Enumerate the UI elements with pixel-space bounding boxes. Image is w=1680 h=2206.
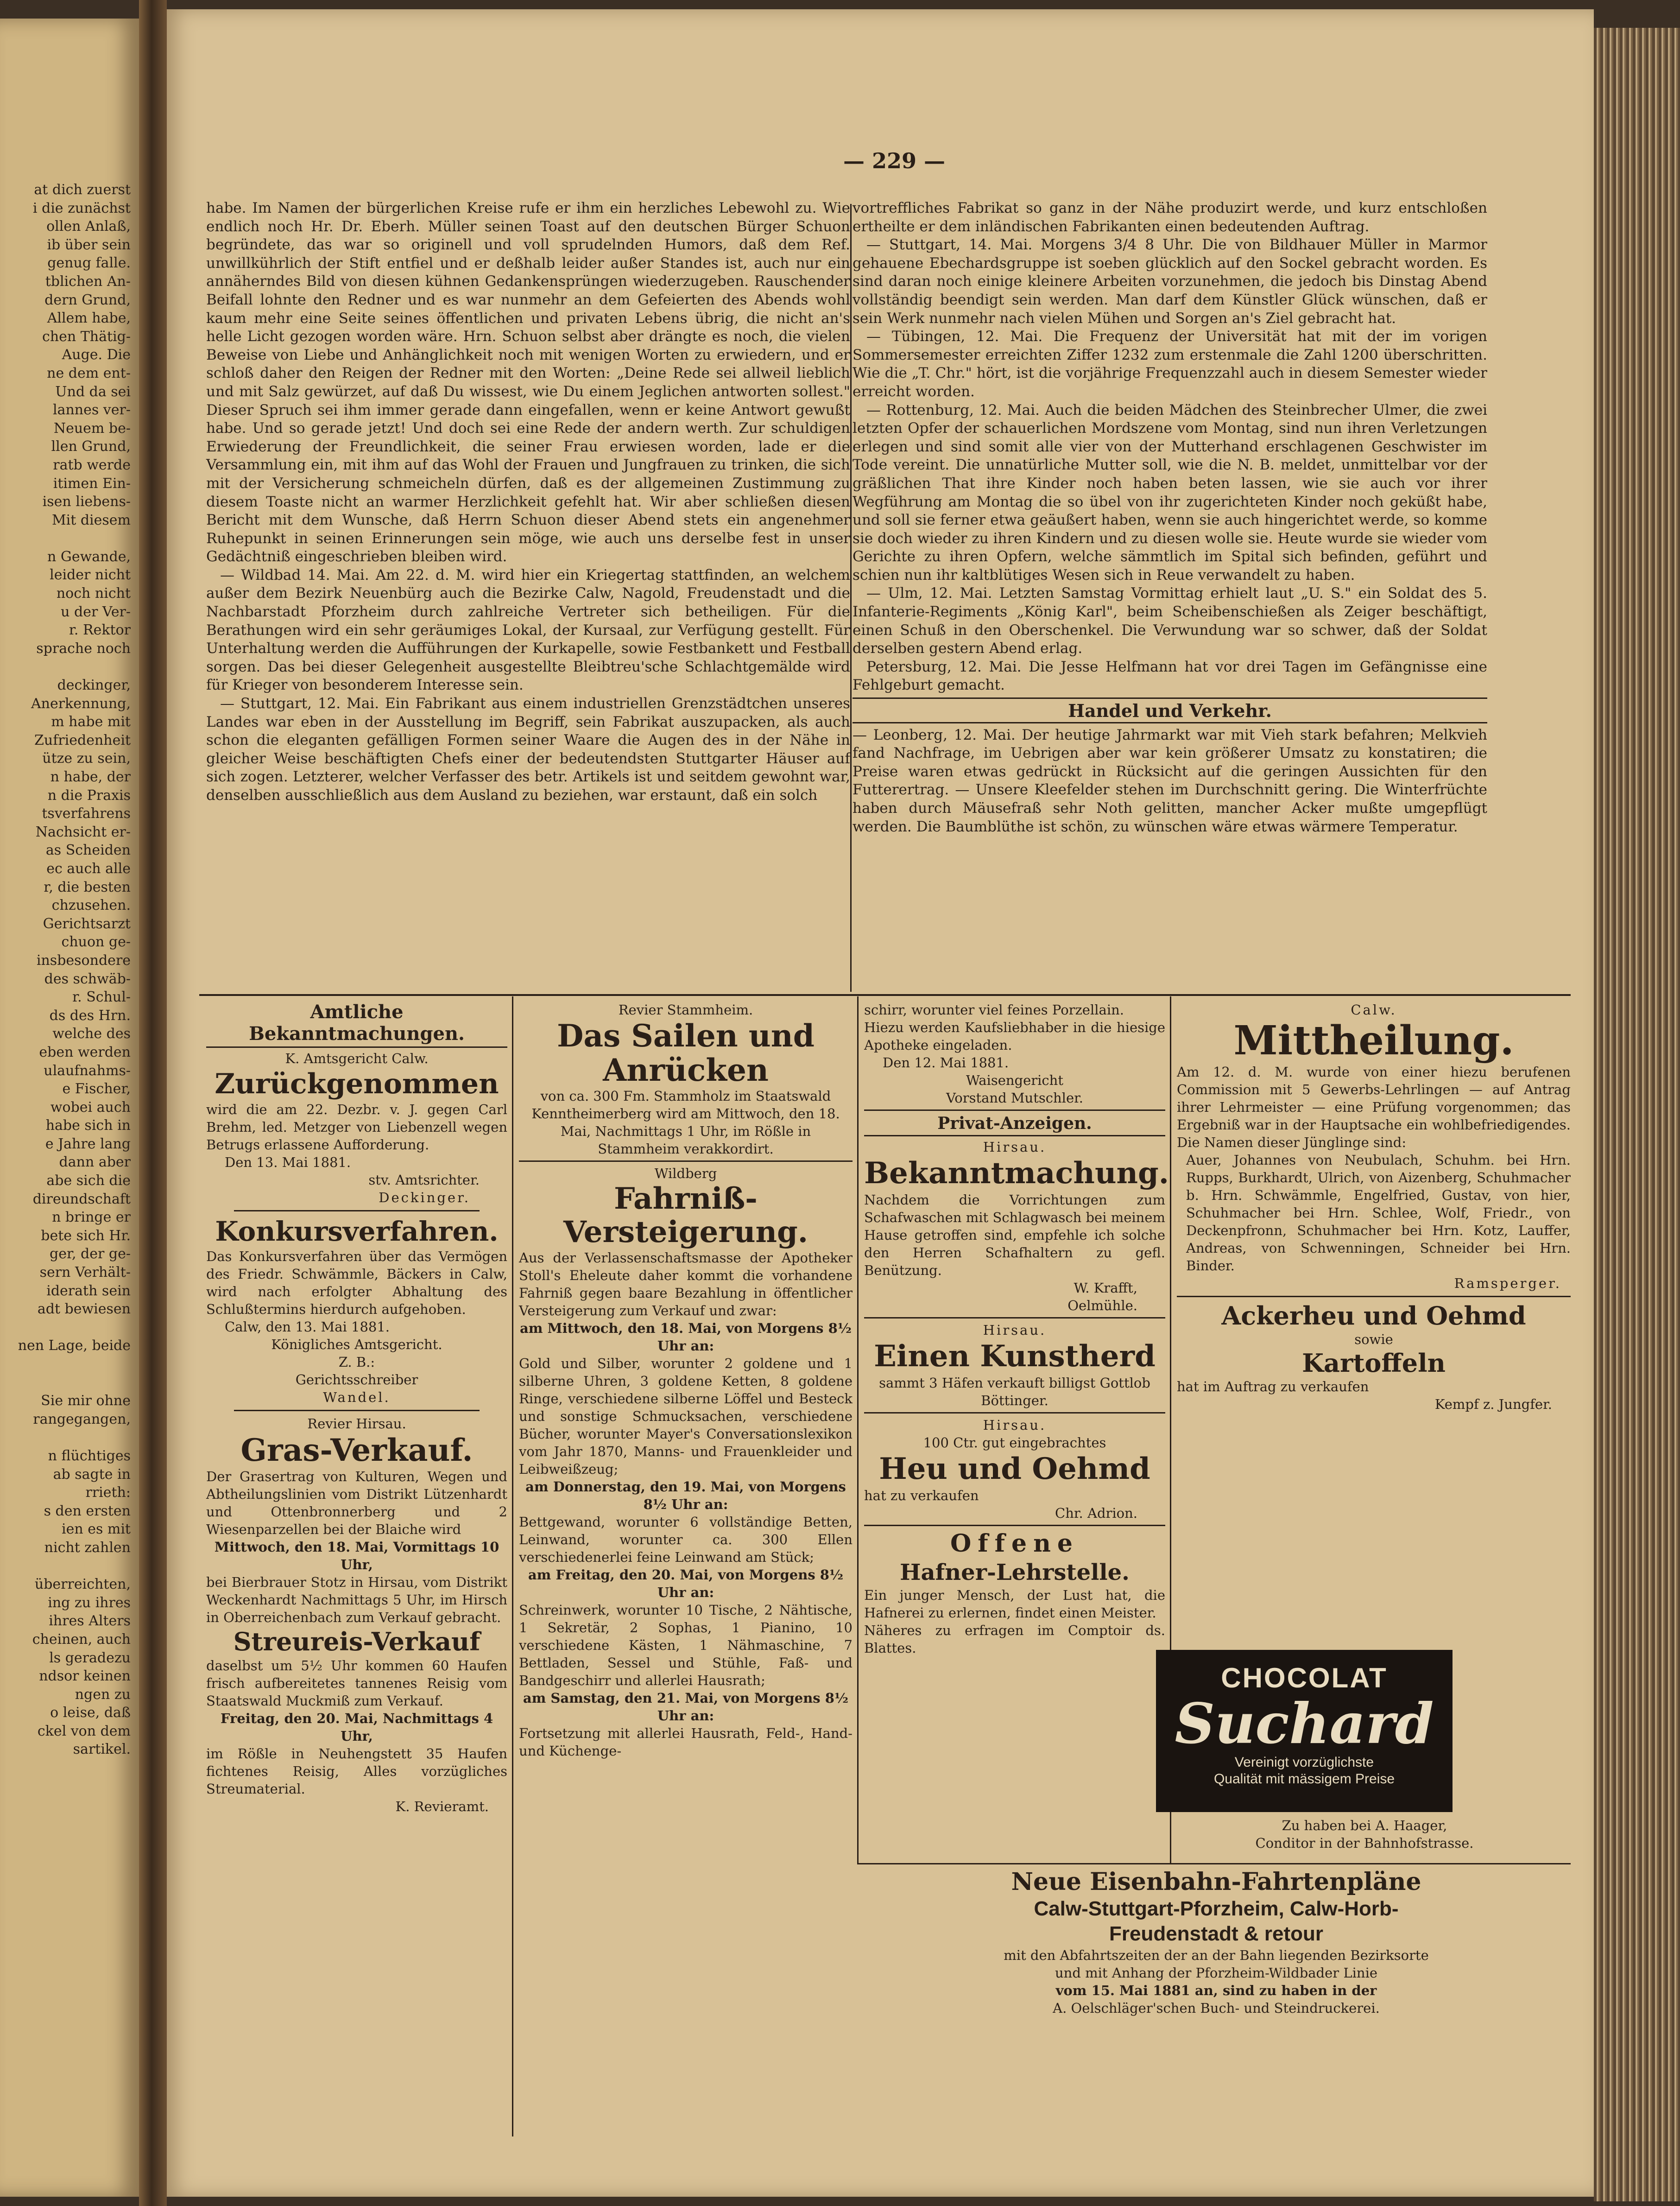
konkurs-sign3: Gerichtsschreiber xyxy=(295,1372,418,1388)
newspaper-page xyxy=(167,9,1594,2197)
left-page-line: m habe mit xyxy=(51,714,131,730)
left-page-line: e Fischer, xyxy=(62,1081,131,1097)
wildberg-label: Wildberg xyxy=(654,1166,717,1181)
left-page-line: Allem habe, xyxy=(47,310,131,327)
konkurs-sign1: Königliches Amtsgericht. xyxy=(271,1337,442,1352)
fahrnis-invite: Hiezu werden Kaufsliebhaber in die hiesige Apotheke eingeladen. xyxy=(864,1020,1165,1053)
left-page-line: ollen Anlaß, xyxy=(46,218,131,235)
ad-rule xyxy=(864,1317,1165,1319)
left-page-line: adt bewiesen xyxy=(37,1301,131,1318)
acker-sowie: sowie xyxy=(1354,1331,1393,1347)
left-page-line: Gerichtsarzt xyxy=(43,915,131,932)
left-page-line: chzusehen. xyxy=(51,897,131,914)
left-page-line: n flüchtiges xyxy=(48,1447,131,1464)
left-page-line: llen Grund, xyxy=(51,438,131,455)
konkurs-date: Calw, den 13. Mai 1881. xyxy=(225,1319,390,1335)
left-page-line: überreichten, xyxy=(34,1576,131,1593)
amtsgericht-label: K. Amtsgericht Calw. xyxy=(285,1051,429,1066)
fahrnis-items4: Fortsetzung mit allerlei Hausrath, Feld-, Hand- und Küchenge- xyxy=(519,1725,853,1759)
left-page-line xyxy=(0,1557,139,1576)
ad-rule xyxy=(519,1160,853,1162)
left-page-line: ls geradezu xyxy=(49,1649,131,1666)
left-page-line: n bringe er xyxy=(52,1209,131,1226)
article-fabrikat: vortreffliches Fabrikat so ganz in der Nähe produzirt werde, und kurz entschloßen ertheilte er dem inländischen Fabrikanten einen bedeutenden Auftrag. xyxy=(853,200,1487,235)
gras-where: bei Bierbrauer Stotz in Hirsau, vom Distrikt Weckenhardt Nachmittags 5 Uhr, im Hirsch in Oberreichenbach zum Verkauf gebracht. xyxy=(206,1574,507,1625)
left-page-line: des schwäb- xyxy=(44,970,131,987)
offene-text: Ein junger Mensch, der Lust hat, die Hafnerei zu erlernen, findet einen Meister. xyxy=(864,1587,1165,1621)
left-page-line: chen Thätig- xyxy=(42,328,131,345)
mittheilung-names: Auer, Johannes von Neubulach, Schuhm. bei Hrn. Rupps, Burkhardt, Ulrich, von Aizenberg, Schuhmacher b. Hrn. Schwämmle, Engelfried, Gustav, von hier, Schuhmacher bei Hrn. Schlee, Wolf, Friedr., von Deckenpfronn, Schuhmacher bei Hrn. Kotz, Lauffer, Andreas, von Schwenningen, Schneider bei Hrn. Binder. xyxy=(1186,1152,1571,1274)
ads-divider-2 xyxy=(857,996,859,1863)
article-petersburg: Petersburg, 12. Mai. Die Jesse Helfmann hat vor drei Tagen im Gefängnisse eine Fehlgeburt gemacht. xyxy=(853,658,1487,694)
left-page-line: ien es mit xyxy=(62,1521,131,1538)
streu-sign: K. Revieramt. xyxy=(395,1799,489,1814)
fahrnis-date: Den 12. Mai 1881. xyxy=(883,1055,1009,1071)
ads-divider-1 xyxy=(512,996,513,2136)
fahrnis-continued: schirr, worunter viel feines Porzellain. xyxy=(864,1002,1124,1018)
kunstherd-text: sammt 3 Häfen verkauft billigst Gottlob Böttinger. xyxy=(879,1375,1150,1408)
article-stuttgart-gruppe: — Stuttgart, 14. Mai. Morgens 3/4 8 Uhr. Die von Bildhauer Müller in Marmor gehauene Ebechardsgruppe ist soeben glücklich auf den Sockel gebracht worden. Es sind daran noch einige kleinere Arbeiten vorzunehmen, die jedoch bis Dinstag Abend vollständig beendigt sein werden. Man darf dem Künstler Glück wünschen, daß er sein Werk nunmehr nach vielen Mühen und Sorgen an's Ziel gebracht hat. xyxy=(853,236,1487,327)
left-page-line: insbesondere xyxy=(36,952,131,969)
fahrnis-day4: am Samstag, den 21. Mai, von Morgens 8½ Uhr an: xyxy=(523,1690,849,1724)
zurueck-sign2: Deckinger. xyxy=(379,1190,470,1205)
left-page-line: tblichen An- xyxy=(45,273,131,290)
left-page-line xyxy=(0,1374,139,1392)
left-page-line: o leise, daß xyxy=(50,1705,131,1721)
left-page-line: bete sich Hr. xyxy=(41,1227,131,1244)
fahrnis-day2: am Donnerstag, den 19. Mai, von Morgens 8½ Uhr an: xyxy=(525,1479,846,1512)
left-page-line: ec auch alle xyxy=(46,860,131,877)
left-page-line: direundschaft xyxy=(32,1191,131,1207)
konkurs-sign2: Z. B.: xyxy=(338,1354,375,1370)
page-number: — 229 — xyxy=(843,148,946,173)
calw-label: Calw. xyxy=(1351,1002,1397,1018)
stammheim-label: Revier Stammheim. xyxy=(618,1002,753,1018)
left-page-line: Anerkennung, xyxy=(31,695,131,712)
acker-title: Ackerheu und Oehmd xyxy=(1221,1301,1526,1331)
left-page-line: r, die besten xyxy=(44,879,131,895)
suchard-dealer xyxy=(1158,1817,1571,1852)
left-page-line: sern Verhält- xyxy=(39,1264,131,1281)
ad-rule xyxy=(864,1109,1165,1111)
left-page-line: ütze zu sein, xyxy=(42,750,131,767)
left-page-line: ulaufnahms- xyxy=(44,1062,131,1079)
heu-title: Heu und Oehmd xyxy=(879,1452,1150,1486)
mittheilung-title: Mittheilung. xyxy=(1233,1017,1514,1064)
ads-column-amtliche xyxy=(206,1001,507,1815)
left-page-line: n habe, der xyxy=(50,769,131,785)
chocolat-label: CHOCOLAT xyxy=(1221,1662,1388,1693)
fahrnis-day3: am Freitag, den 20. Mai, von Morgens 8½ Uhr an: xyxy=(528,1567,844,1600)
eisenbahn-title-3: Freudenstadt & retour xyxy=(1109,1922,1324,1945)
suchard-slogan-2: Qualität mit mässigem Preise xyxy=(1213,1771,1395,1787)
left-page-line: rangegangen, xyxy=(33,1411,131,1427)
suchard-slogan-1: Vereinigt vorzüglichste xyxy=(1234,1755,1374,1770)
left-page-line: r. Schul- xyxy=(72,989,131,1006)
ad-rule xyxy=(234,1410,480,1411)
offene-title-1: Offene xyxy=(950,1529,1079,1558)
gras-title: Gras-Verkauf. xyxy=(240,1432,473,1468)
section-title-handel: Handel und Verkehr. xyxy=(1068,700,1272,722)
left-page-line xyxy=(0,1319,139,1337)
left-page-line: sartikel. xyxy=(73,1741,131,1758)
fahrnis-title-1: Fahrniß- xyxy=(614,1181,758,1216)
left-page-line: ing zu ihres xyxy=(48,1594,131,1611)
left-page-line: chuon ge- xyxy=(61,934,131,951)
left-page-line: n die Praxis xyxy=(47,787,131,804)
ads-top-rule xyxy=(199,994,1571,996)
sailen-title-1: Das Sailen und xyxy=(557,1018,815,1054)
article-wildbad: — Wildbad 14. Mai. Am 22. d. M. wird hier ein Kriegertag stattfinden, an welchem außer dem Bezirk Neuenbürg auch die Bezirke Calw, Nagold, Freudenstadt und die Nachbarstadt Pforzheim durch zahlreiche Vertreter sich betheiligen. Für die Berathungen wird ein sehr geräumiges Lokal, der Kursaal, zur Verfügung gestellt. Für Unterhaltung werden die Aufführungen der Kurkapelle, sowie Festbankett und Festball sorgen. Das bei dieser Gelegenheit ausgestellte Bleibtreu'sche Schlachtgemälde wird für Krieger von besonderem Interesse sein. xyxy=(206,566,850,694)
bekanntmachung-text: Nachdem die Vorrichtungen zum Schafwaschen mit Schlagwasch bei meinem Hause getroffen sind, empfehle ich solche den Herren Schafhaltern zu gefl. Benützung. xyxy=(864,1192,1165,1278)
left-page-line: n Gewande, xyxy=(47,548,131,565)
left-page-line: ne dem ent- xyxy=(47,365,131,381)
hirsau-label-1: Hirsau. xyxy=(983,1139,1047,1155)
revier-hirsau-label: Revier Hirsau. xyxy=(307,1416,406,1432)
left-page-line: s den ersten xyxy=(44,1502,131,1519)
left-page-line: Mit diesem xyxy=(51,512,131,528)
kunstherd-title: Einen Kunstherd xyxy=(874,1339,1156,1374)
left-page-line xyxy=(0,1355,139,1374)
suchard-dealer-2: Conditor in der Bahnhofstrasse. xyxy=(1255,1835,1474,1851)
left-page-edge xyxy=(0,19,139,2197)
left-page-line: at dich zuerst xyxy=(34,182,131,198)
left-page-line: sprache noch xyxy=(36,640,131,657)
left-page-line: isen liebens- xyxy=(42,494,131,510)
mittheilung-text: Am 12. d. M. wurde von einer hiezu berufenen Commission mit 5 Gewerbs-Lehrlingen — auf Antrag ihrer Lehrmeister — eine Prüfung vorgenommen; das Ergebniß war in der Hauptsache ein wohlbefriedigendes. Die Namen dieser Jünglinge sind: xyxy=(1177,1064,1571,1150)
article-ulm: — Ulm, 12. Mai. Letzten Samstag Vormittag erhielt laut „U. S." ein Soldat des 5. Infanterie-Regiments „König Karl", beim Scheibenschießen als Zeiger beschäftigt, einen Schuß in den Oberschenkel. Die Verwundung war so schwer, daß der Soldat derselben gestern Abend erlag. xyxy=(853,585,1487,657)
left-page-line: Sie mir ohne xyxy=(41,1393,131,1409)
article-toast: habe. Im Namen der bürgerlichen Kreise rufe er ihm ein herzliches Lebewohl zu. Wie endlich noch Hr. Dr. Eberh. Müller seinen Toast auf den deutschen Bürger Schuon begründete, das war so originell und voll sprudelnden Humors, daß dem Ref. unwillkührlich der Stift entfiel und er deßhalb leider außer Standes ist, auch nur ein annäherndes Bild von diesen kühnen Gedankensprüngen wiederzugeben. Rauschender Beifall lohnte den Redner und es war nunmehr an dem Gefeierten des Abends wohl kaum mehr eine Seite seines öffentlichen und privaten Lebens übrig, die nicht an's helle Licht gezogen worden wäre. Hrn. Schuon selbst aber drängte es noch, die vielen Beweise von Liebe und Anhänglichkeit noch mit wenigen Worten zu erwiedern, und er schloß daher den Reigen der Redner mit den Worten: „Deine Rede sei allweil lieblich und mit Salz gewürzet, auf daß Du wissest, wie Du einem Jeglichen antworten sollest." Dieser Spruch sei ihm immer gerade dann eingefallen, wenn er keine Antwort gewußt habe. Und so gerade jetzt! Und doch sei eine Rede der andern werth. Zur schuldigen Erwiederung der Freundlichkeit, die seiner Frau erwiesen worden, lade er die Versammlung ein, mit ihm auf das Wohl der Frauen und Jungfrauen zu trinken, die sich mit der Versicherung schmeicheln dürfen, daß es der allgemeinen Zustimmung zu diesem Toaste nicht an warmer Herzlichkeit gefehlt hat. Wir aber schließen diesen Bericht mit dem Wunsche, daß Herrn Schuon dieser Abend stets ein angenehmer Ruhepunkt in seinen Erinnerungen sein möge, wie auch uns derselbe fest in unser Gedächtniß eingeschrieben bleiben wird. xyxy=(206,200,850,565)
eisenbahn-text-4: A. Oelschläger'schen Buch- und Steindruckerei. xyxy=(1053,2000,1380,2016)
zurueck-title: Zurückgenommen xyxy=(215,1068,499,1100)
left-page-line: ab sagte in xyxy=(53,1466,131,1483)
left-page-line: ds des Hrn. xyxy=(49,1007,131,1024)
left-page-line: noch nicht xyxy=(56,585,131,602)
zurueck-date: Den 13. Mai 1881. xyxy=(225,1154,351,1170)
article-rottenburg: — Rottenburg, 12. Mai. Auch die beiden Mädchen des Steinbrecher Ulmer, die zwei letzten Opfer der schauerlichen Mordszene vom Montag, sind nun ihren Verletzungen erlegen und sind somit alle vier von der Mutterhand erschlagenen Geschwister im Tode vereint. Die unnatürliche Mutter soll, wie die N. B. meldet, unmittelbar vor der gräßlichen That ihre Kinder noch haben beten lassen, wie sie auch vor ihrer Wegführung am Montag die so übel von ihr zugerichteten Kinder noch geküßt habe, und soll sie ferner etwa geäußert haben, wenn sie auch hingerichtet werde, so komme sie doch wieder zu ihren Kindern und zu diesen wolle sie. Heute wurde sie wieder vom Gerichte zu ihren Opfern, welche sämmtlich im Spital sich befinden, geführt und schien nun ihr kaltblütiges Wesen sich in Reue verwandelt zu haben. xyxy=(853,401,1487,583)
ads-column-stammheim-wildberg xyxy=(519,1001,853,1760)
left-page-line: ib über sein xyxy=(47,236,131,253)
suchard-dealer-1: Zu haben bei A. Haager, xyxy=(1282,1818,1447,1833)
left-page-line: nicht zahlen xyxy=(44,1539,131,1556)
left-page-line: nen Lage, beide xyxy=(18,1338,131,1354)
ads-column-mittheilung xyxy=(1177,1001,1571,1413)
article-stuttgart-fabrikant: — Stuttgart, 12. Mai. Ein Fabrikant aus einem industriellen Grenzstädtchen unseres Landes war eben in der Ausstellung im Begriff, sein Fabrikat auszupacken, als auch schon die eleganten gefälligen Formen seiner Waare die Augen des in der Nähe in gleicher Weise beschäftigten Chefs einer der bedeutendsten Stuttgarter Häuser auf sich zogen. Letzterer, welcher Verfasser des betr. Artikels ist und seitdem gewohnt war, denselben ausschließlich aus dem Ausland zu beziehen, war erstaunt, daß ein solch xyxy=(206,695,850,804)
acker-sign: Kempf z. Jungfer. xyxy=(1434,1396,1552,1412)
zurueck-text: wird die am 22. Dezbr. v. J. gegen Carl Brehm, led. Metzger von Liebenzell wegen Betrugs erlassene Aufforderung. xyxy=(206,1102,507,1153)
zurueck-sign1: stv. Amtsrichter. xyxy=(368,1172,480,1188)
left-page-line: u der Ver- xyxy=(61,603,131,620)
left-page-line xyxy=(0,658,139,676)
heu-sign: Chr. Adrion. xyxy=(1055,1505,1137,1521)
left-page-line: Nachsicht er- xyxy=(35,824,131,840)
left-page-line: welche des xyxy=(52,1026,131,1042)
left-page-line: abe sich die xyxy=(46,1173,131,1189)
left-page-line: habe sich in xyxy=(45,1117,131,1134)
left-page-line: r. Rektor xyxy=(69,622,131,639)
bekanntmachung-sign1: W. Krafft, xyxy=(1074,1280,1137,1296)
konkurs-text: Das Konkursverfahren über das Vermögen des Friedr. Schwämmle, Bäckers in Calw, wird nach erfolgter Abhaltung des Schlußtermins hierdurch aufgehoben. xyxy=(206,1249,507,1317)
left-page-line: as Scheiden xyxy=(45,842,131,859)
left-page-text xyxy=(0,181,139,1759)
left-page-line: wobei auch xyxy=(50,1099,131,1116)
gras-text: Der Grasertrag von Kulturen, Wegen und Abtheilungslinien vom Distrikt Lützenhardt und Ottenbronnerberg und 2 Wiesenparzellen bei der Blaiche wird xyxy=(206,1469,507,1537)
left-page-line xyxy=(0,529,139,548)
left-page-line: ratb werde xyxy=(53,456,131,473)
suchard-logo: Suchard xyxy=(1175,1691,1434,1756)
streu-title: Streureis-Verkauf xyxy=(233,1627,480,1656)
left-page-line: i die zunächst xyxy=(32,200,131,216)
hirsau-label-2: Hirsau. xyxy=(983,1322,1047,1338)
bekanntmachung-title: Bekanntmachung. xyxy=(864,1156,1169,1191)
left-page-line xyxy=(0,1428,139,1447)
left-page-line: ndsor keinen xyxy=(39,1668,131,1685)
left-page-line: Zufriedenheit xyxy=(34,732,131,748)
sailen-text: von ca. 300 Fm. Stammholz im Staatswald Kennthеimerberg wird am Mittwoch, den 18. Mai, Nachmittags 1 Uhr, im Rößle in Stammheim verakkordirt. xyxy=(531,1088,840,1157)
fahrnis-items1: Gold und Silber, worunter 2 goldene und 1 silberne Uhren, 3 goldene Ketten, 8 goldene Ringe, verschiedene silberne Löffel und Besteck und sonstige Schmucksachen, verschiedene Bücher, worunter Mayer's Conversationslexikon vom Jahr 1870, Manns- und Frauenkleider und Leibweißzeug; xyxy=(519,1356,853,1477)
left-page-line: dern Grund, xyxy=(44,292,131,308)
ad-rule xyxy=(864,1135,1165,1136)
left-page-line: cheinen, auch xyxy=(32,1631,131,1648)
eisenbahn-text-2: und mit Anhang der Pforzheim-Wildbader Linie xyxy=(1055,1965,1378,1981)
fahrnis-items2: Bettgewand, worunter 6 vollständige Betten, Leinwand, worunter ca. 300 Ellen verschiedenerlei feine Leinwand am Stück; xyxy=(519,1514,853,1565)
offene-title-2: Hafner-Lehrstelle. xyxy=(900,1559,1130,1585)
news-column-right xyxy=(853,199,1487,836)
acker-text: hat im Auftrag zu verkaufen xyxy=(1177,1379,1369,1395)
left-page-line: ngen zu xyxy=(75,1686,131,1703)
left-page-line: deckinger, xyxy=(57,677,131,694)
left-page-line: eben werden xyxy=(39,1044,131,1060)
bekanntmachung-sign2: Oelmühle. xyxy=(1067,1298,1137,1313)
left-page-line: itimen Ein- xyxy=(53,475,131,492)
left-page-line: rrieth: xyxy=(85,1484,131,1501)
gras-when: Mittwoch, den 18. Mai, Vormittags 10 Uhr, xyxy=(214,1539,499,1572)
fahrnis-sign: Vorstand Mutschler. xyxy=(946,1090,1084,1106)
ad-rule xyxy=(864,1525,1165,1526)
left-page-line: leider nicht xyxy=(50,567,131,583)
ad-rule xyxy=(864,1412,1165,1414)
eisenbahn-title-1: Neue Eisenbahn-Fahrtenpläne xyxy=(1011,1868,1421,1896)
column-divider xyxy=(850,204,852,992)
streu-text: daselbst um 5½ Uhr kommen 60 Haufen frisch aufbereitetes tannenes Reisig vom Staatswald Muckmiß zum Verkauf. xyxy=(206,1658,507,1709)
left-page-line: dann aber xyxy=(59,1154,131,1171)
book-gutter xyxy=(139,0,167,2206)
privat-heading: Privat-Anzeigen. xyxy=(937,1114,1092,1133)
fahrnis-court: Waisengericht xyxy=(966,1072,1063,1088)
ads-column-private xyxy=(864,1001,1169,1657)
mittheilung-sign: Ramsperger. xyxy=(1454,1275,1561,1291)
left-page-line: iderath sein xyxy=(46,1282,131,1299)
left-page-line: ihres Alters xyxy=(49,1613,131,1629)
left-page-line: ger, der ge- xyxy=(49,1246,131,1262)
eisenbahn-title-2: Calw-Stuttgart-Pforzheim, Calw-Horb- xyxy=(1034,1897,1399,1920)
page-edges xyxy=(1594,28,1680,2201)
streu-where: im Rößle in Neuhengstett 35 Haufen fichtenes Reisig, Alles vorzügliches Streumaterial. xyxy=(206,1746,507,1797)
sailen-title-2: Anrücken xyxy=(603,1052,769,1088)
news-column-left xyxy=(206,199,850,805)
left-page-line: Und da sei xyxy=(55,383,131,400)
eisenbahn-ad xyxy=(862,1868,1571,2017)
article-leonberg: — Leonberg, 12. Mai. Der heutige Jahrmarkt war mit Vieh stark befahren; Melkvieh fand Nachfrage, im Uebrigen aber war kein größerer Umsatz zu konstatiren; die Preise waren etwas gedrückt in Rücksicht auf die geringen Aussichten für den Futterertrag. — Unsere Kleefelder stehen im Durchschnitt gering. Die Winterfrüchte haben durch Mäusefraß sehr Noth gelitten, mancher Acker mußte umgepflügt werden. Die Baumblüthe ist schön, zu wünschen wäre etwas wärmere Temperatur. xyxy=(853,726,1487,835)
heu-text: hat zu verkaufen xyxy=(864,1488,979,1503)
left-page-line: ckel von dem xyxy=(37,1723,131,1739)
chocolat-suchard-ad xyxy=(1156,1650,1453,1812)
eisenbahn-text-1: mit den Abfahrtszeiten der an der Bahn liegenden Bezirksorte xyxy=(1004,1947,1429,1963)
left-page-line: genug fallе. xyxy=(47,255,131,272)
eisenbahn-top-rule xyxy=(857,1863,1571,1864)
konkurs-sign4: Wandel. xyxy=(323,1389,391,1405)
heu-pre: 100 Ctr. gut eingebrachtes xyxy=(923,1435,1106,1451)
fahrnis-items3: Schreinwerk, worunter 10 Tische, 2 Nähtische, 1 Sekretär, 2 Sophas, 1 Pianino, 10 verschiedene Kästen, 1 Nähmaschine, 7 Bettladen, Sessel und Stühle, Faß- und Bandgeschirr und allerlei Hausrath; xyxy=(519,1602,853,1688)
konkurs-title: Konkursverfahren. xyxy=(215,1216,499,1247)
section-rule xyxy=(853,697,1487,699)
ad-rule xyxy=(1177,1296,1571,1297)
hirsau-label-3: Hirsau. xyxy=(983,1417,1047,1433)
left-page-line: Auge. Die xyxy=(62,347,131,363)
fahrnis-day1: am Mittwoch, den 18. Mai, von Morgens 8½ Uhr an: xyxy=(519,1320,852,1354)
section-rule xyxy=(206,1046,507,1048)
article-tuebingen: — Tübingen, 12. Mai. Die Frequenz der Universität hat mit der im vorigen Sommersemester erreichten Ziffer 1232 zum erstenmale die Zahl 1200 überschritten. Wie die „T. Chr." hört, ist die vorjährige Frequenzzahl auch in diesem Semester wieder erreicht worden. xyxy=(853,328,1487,400)
left-page-line: lannes ver- xyxy=(53,402,131,418)
eisenbahn-text-3: vom 15. Mai 1881 an, sind zu haben in der xyxy=(1055,1983,1377,1998)
section-rule xyxy=(853,722,1487,723)
fahrnis-intro: Aus der Verlassenschaftsmasse der Apotheker Stoll's Eheleute daher kommt die vorhandene Fahrniß gegen baare Bezahlung in öffentlicher Versteigerung zum Verkauf und zwar: xyxy=(519,1250,853,1319)
amtliche-heading: Amtliche Bekanntmachungen. xyxy=(249,1001,465,1045)
streu-when: Freitag, den 20. Mai, Nachmittags 4 Uhr, xyxy=(220,1711,493,1744)
fahrnis-title-2: Versteigerung. xyxy=(563,1215,808,1249)
ad-rule xyxy=(234,1210,480,1211)
offene-more: Näheres zu erfragen im Comptoir ds. Blattes. xyxy=(864,1623,1165,1656)
left-page-line: Neuem be- xyxy=(53,420,131,437)
left-page-line: e Jahre lang xyxy=(45,1135,131,1152)
kartoffeln-title: Kartoffeln xyxy=(1302,1348,1446,1378)
left-page-line: tsverfahrens xyxy=(42,805,131,822)
